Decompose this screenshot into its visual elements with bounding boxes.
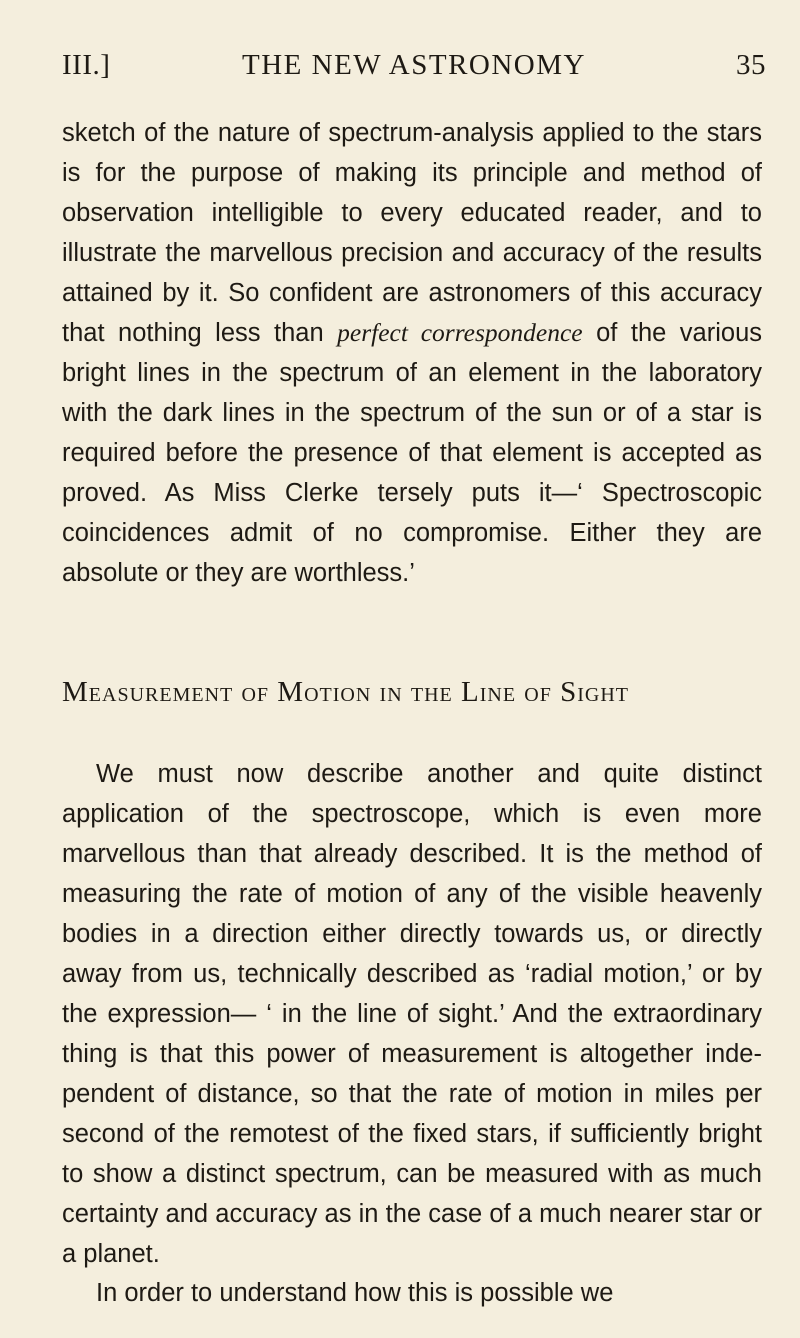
page-number: 35 (736, 49, 766, 81)
paragraph-1-text-a: sketch of the nature of spectrum-analysis applied to the stars is for the purpose of making its principle and method of observation intelligible to every educated reader, and to illustrate the marvellous precision and accuracy of the results attained by it. So confident are astronomers of this accuracy that nothing less than (62, 119, 762, 347)
paragraph-1 (62, 113, 762, 593)
paragraph-3 (62, 1273, 762, 1313)
paragraph-2-text: We must now describe another and quite distinct application of the spectroscope, which is even more marvellous than that already described. It is the method of measuring the rate of motion of any of the visible heavenly bodies in a direction either directly towards us, or directly away from us, technically described as ‘radial motion,’ or by the expression— ‘ in the line of sight.’ And the extraordinary thing is that this power of measurement is altogether independent of distance, so that the rate of motion in miles per second of the remotest of the fixed stars, if sufficiently bright to show a distinct spectrum, can be measured with as much certainty and accuracy as in the case of a much nearer star or a planet. (62, 760, 762, 1268)
section-heading: Measurement of Motion in the Line of Sight (62, 676, 630, 708)
paragraph-2 (62, 754, 762, 1274)
paragraph-3-text: In order to understand how this is possible we (96, 1279, 614, 1307)
running-header (62, 40, 766, 90)
paragraph-1-emphasis: perfect correspondence (337, 318, 583, 347)
chapter-marker: III.] (62, 49, 111, 81)
paragraph-1-text-b: of the various bright lines in the spectrum of an element in the laboratory with the dark lines in the spectrum of the sun or of a star is required before the presence of that element is accepted as proved. As Miss Clerke tersely puts it—‘ Spectroscopic coincidences admit of no compromise. Either they are absolute or they are worthless.’ (62, 319, 763, 587)
running-title: THE NEW ASTRONOMY (242, 49, 586, 81)
